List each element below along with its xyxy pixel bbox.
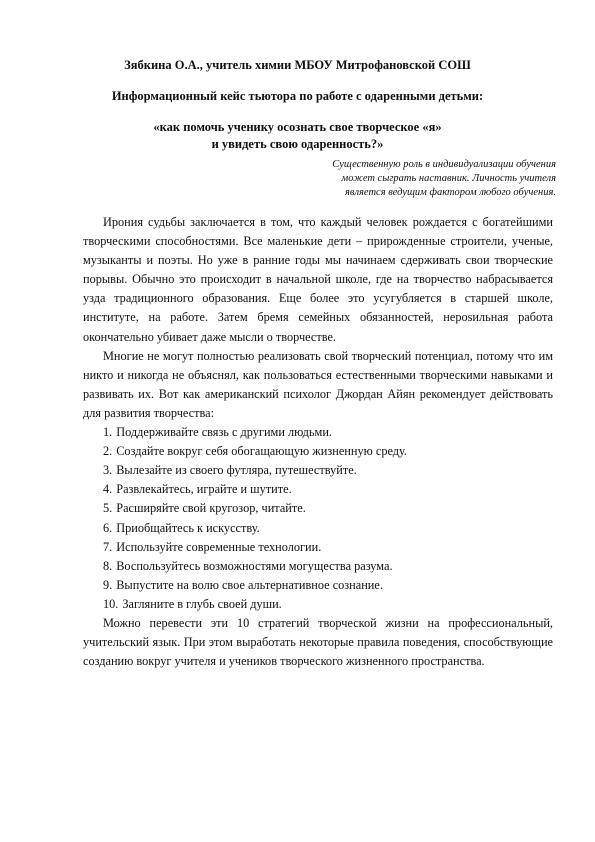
epigraph-line-2: может сыграть наставник. Личность учителя	[341, 173, 556, 184]
document-subtitle-line-2: и увидеть свою одаренность?»	[211, 137, 384, 151]
list-item	[83, 442, 553, 461]
document-subtitle-line-1: «как помочь ученику осознать свое творческое «я»	[153, 120, 442, 134]
author-line: Зябкина О.А., учитель химии МБОУ Митрофановской СОШ	[124, 58, 471, 72]
list-item-number: 4.	[103, 482, 113, 497]
list-item	[83, 461, 553, 480]
list-item	[83, 595, 553, 614]
list-item	[83, 519, 553, 538]
list-item	[83, 576, 553, 595]
list-item	[83, 480, 553, 499]
list-item-number: 2.	[103, 444, 113, 459]
paragraph-potential: Многие не могут полностью реализовать свой творческий потенциал, потому что им никто и никогда не объяснял, как пользоваться естественными творческими навыками и развивать их. Вот как американский психолог Джордан Айян рекомендует действовать для развития творчества:	[83, 348, 553, 420]
list-item-text: Загляните в глубь своей души.	[122, 596, 282, 611]
epigraph-line-1: Существенную роль в индивидуализации обучения	[332, 159, 556, 170]
list-item-text: Приобщайтесь к искусству.	[116, 520, 260, 535]
list-item	[83, 538, 553, 557]
list-item-number: 3.	[103, 463, 113, 478]
list-item-number: 5.	[103, 501, 113, 516]
paragraph-intro: Ирония судьбы заключается в том, что каждый человек рождается с богатейшими творческими способностями. Все маленькие дети – прирожденные строители, ученые, музыканты и поэты. Но уже в ранние годы мы начинаем сдерживать свои творческие порывы. Обычно это происходит в начальной школе, где на творчество набрасывается узда традиционного образования. Еще более это усугубляется в старшей школе, институте, на работе. Затем бремя семейных обязанностей, неposильная работа окончательно убивает даже мысли о творчестве.	[83, 215, 553, 344]
list-item-text: Используйте современные технологии.	[116, 539, 322, 554]
list-item-text: Вылезайте из своего футляра, путешествуйте.	[116, 463, 357, 478]
list-item-text: Выпустите на волю свое альтернативное сознание.	[116, 577, 383, 592]
strategy-list	[83, 423, 553, 614]
list-item-number: 8.	[103, 558, 113, 573]
document-title: Информационный кейс тьютора по работе с одаренными детьми:	[111, 89, 484, 103]
list-item	[83, 423, 553, 442]
list-item-text: Воспользуйтесь возможностями могущества разума.	[116, 558, 393, 573]
list-item-text: Создайте вокруг себя обогащающую жизненную среду.	[116, 444, 408, 459]
epigraph-line-3: является ведущим фактором любого обучения.	[345, 187, 556, 198]
list-item-text: Развлекайтесь, играйте и шутите.	[116, 482, 292, 497]
list-item-text: Поддерживайте связь с другими людьми.	[116, 425, 332, 440]
list-item-number: 1.	[103, 425, 113, 440]
list-item-text: Расширяйте свой кругозор, читайте.	[116, 501, 306, 516]
list-item-number: 7.	[103, 539, 113, 554]
list-item	[83, 557, 553, 576]
list-item-number: 9.	[103, 577, 113, 592]
body-text	[83, 213, 553, 671]
list-item-number: 6.	[103, 520, 113, 535]
paragraph-conclusion: Можно перевести эти 10 стратегий творческой жизни на профессиональный, учительский язык. При этом выработать некоторые правила поведения, способствующие созданию вокруг учителя и учеников творческого жизненного пространства.	[83, 615, 553, 669]
list-item-number: 10.	[103, 596, 119, 611]
list-item	[83, 499, 553, 518]
